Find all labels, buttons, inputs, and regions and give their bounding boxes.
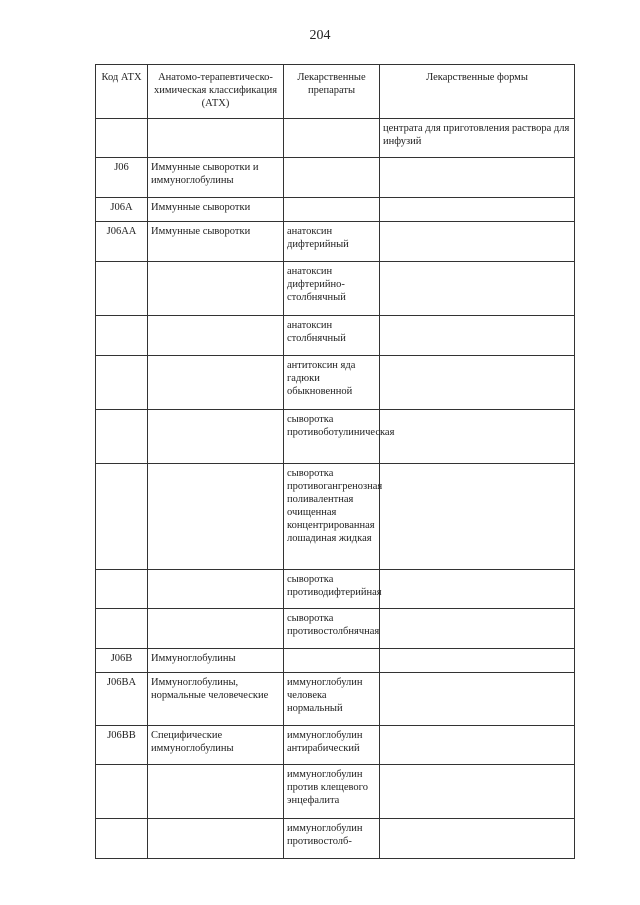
cell-drug: иммуноглобулин противостолб- bbox=[284, 819, 380, 859]
cell-form bbox=[380, 765, 575, 819]
cell-class bbox=[148, 819, 284, 859]
cell-form bbox=[380, 262, 575, 316]
table-row bbox=[96, 356, 575, 410]
table-row bbox=[96, 673, 575, 726]
atx-table bbox=[95, 64, 575, 859]
cell-drug bbox=[284, 119, 380, 158]
cell-class: Иммунные сыворотки и иммуноглобулины bbox=[148, 158, 284, 198]
cell-drug: анатоксин дифтерийно-столбнячный bbox=[284, 262, 380, 316]
cell-code bbox=[96, 262, 148, 316]
header-code: Код АТХ bbox=[96, 65, 148, 119]
cell-class: Специфические иммуноглобулины bbox=[148, 726, 284, 765]
cell-drug bbox=[284, 158, 380, 198]
cell-form bbox=[380, 158, 575, 198]
cell-drug: анатоксин дифтерийный bbox=[284, 222, 380, 262]
header-classification: Анатомо-терапевтическо-химическая классификация (АТХ) bbox=[148, 65, 284, 119]
cell-code bbox=[96, 316, 148, 356]
cell-class: Иммунные сыворотки bbox=[148, 222, 284, 262]
cell-drug: иммуноглобулин человека нормальный bbox=[284, 673, 380, 726]
cell-drug: иммуноглобулин антирабический bbox=[284, 726, 380, 765]
table-row bbox=[96, 410, 575, 464]
cell-class bbox=[148, 410, 284, 464]
cell-drug: антитоксин яда гадюки обыкновенной bbox=[284, 356, 380, 410]
cell-form bbox=[380, 316, 575, 356]
table-row bbox=[96, 158, 575, 198]
table-row bbox=[96, 316, 575, 356]
cell-code bbox=[96, 609, 148, 649]
table-row bbox=[96, 609, 575, 649]
cell-code bbox=[96, 356, 148, 410]
cell-form bbox=[380, 570, 575, 609]
table-row bbox=[96, 222, 575, 262]
cell-class: Иммунные сыворотки bbox=[148, 198, 284, 222]
cell-form: центрата для приготовления раствора для инфузий bbox=[380, 119, 575, 158]
table-row bbox=[96, 819, 575, 859]
cell-drug: сыворотка противостолбнячная bbox=[284, 609, 380, 649]
cell-form bbox=[380, 222, 575, 262]
cell-code: J06B bbox=[96, 649, 148, 673]
cell-drug bbox=[284, 649, 380, 673]
cell-code bbox=[96, 410, 148, 464]
table-row bbox=[96, 649, 575, 673]
table-header-row bbox=[96, 65, 575, 119]
table-row bbox=[96, 464, 575, 570]
cell-drug bbox=[284, 198, 380, 222]
cell-form bbox=[380, 609, 575, 649]
cell-form bbox=[380, 819, 575, 859]
table-row bbox=[96, 119, 575, 158]
cell-class: Иммуноглобулины bbox=[148, 649, 284, 673]
cell-drug: иммуноглобулин против клещевого энцефалита bbox=[284, 765, 380, 819]
cell-form bbox=[380, 410, 575, 464]
cell-class bbox=[148, 119, 284, 158]
cell-form bbox=[380, 673, 575, 726]
cell-form bbox=[380, 649, 575, 673]
cell-drug: анатоксин столбнячный bbox=[284, 316, 380, 356]
cell-code bbox=[96, 570, 148, 609]
cell-form bbox=[380, 464, 575, 570]
cell-class bbox=[148, 570, 284, 609]
cell-code bbox=[96, 119, 148, 158]
table-row bbox=[96, 765, 575, 819]
cell-code: J06AA bbox=[96, 222, 148, 262]
table-row bbox=[96, 198, 575, 222]
cell-class bbox=[148, 356, 284, 410]
table-row bbox=[96, 570, 575, 609]
cell-drug: сыворотка противоботулиническая bbox=[284, 410, 380, 464]
table-row bbox=[96, 726, 575, 765]
header-drugs: Лекарственные препараты bbox=[284, 65, 380, 119]
cell-code bbox=[96, 819, 148, 859]
cell-code: J06 bbox=[96, 158, 148, 198]
cell-form bbox=[380, 198, 575, 222]
header-forms: Лекарственные формы bbox=[380, 65, 575, 119]
table-row bbox=[96, 262, 575, 316]
cell-class: Иммуноглобулины, нормальные человеческие bbox=[148, 673, 284, 726]
cell-code bbox=[96, 464, 148, 570]
cell-drug: сыворотка противодифтерийная bbox=[284, 570, 380, 609]
cell-code bbox=[96, 765, 148, 819]
cell-class bbox=[148, 609, 284, 649]
cell-class bbox=[148, 765, 284, 819]
cell-code: J06BB bbox=[96, 726, 148, 765]
page-number: 204 bbox=[309, 28, 331, 43]
cell-code: J06A bbox=[96, 198, 148, 222]
cell-drug: сыворотка противогангренозная поливалентная очищенная концентрированная лошадиная жидкая bbox=[284, 464, 380, 570]
cell-form bbox=[380, 726, 575, 765]
cell-class bbox=[148, 316, 284, 356]
cell-class bbox=[148, 464, 284, 570]
cell-code: J06BA bbox=[96, 673, 148, 726]
cell-class bbox=[148, 262, 284, 316]
cell-form bbox=[380, 356, 575, 410]
